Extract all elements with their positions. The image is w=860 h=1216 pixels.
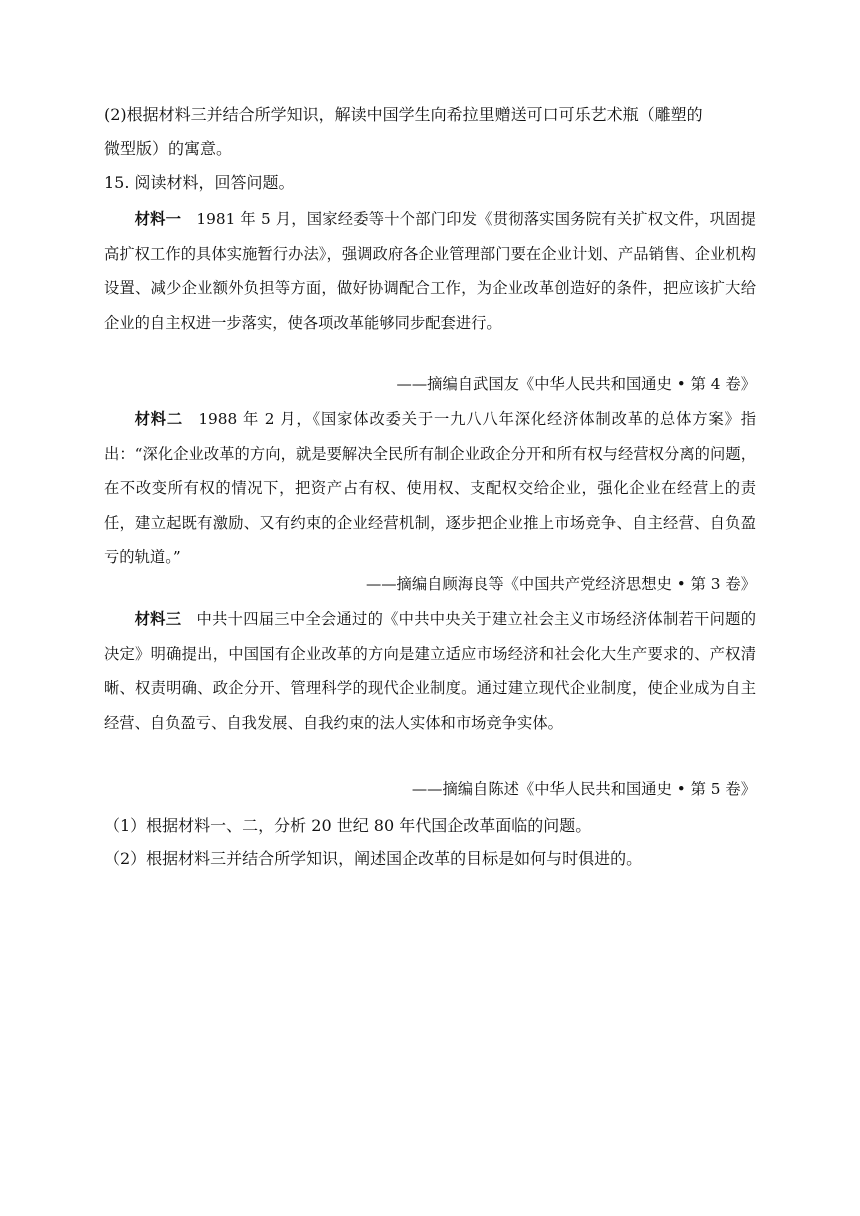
q14-part2-line2: 微型版）的寓意。 (104, 139, 233, 158)
question-2: （2）根据材料三并结合所学知识，阐述国企改革的目标是如何与时俱进的。 (104, 849, 643, 868)
question-1: （1）根据材料一、二，分析 20 世纪 80 年代国企改革面临的问题。 (104, 816, 592, 835)
material-one-source: ——摘编自武国友《中华人民共和国通史 • 第 4 卷》 (396, 375, 756, 393)
material-one-text: 1981 年 5 月，国家经委等十个部门印发《贯彻落实国务院有关扩权文件，巩固提高扩权工作的具体实施暂行办法》，强调政府各企业管理部门要在企业计划、产品销售、企业机构设置、减少企业额外负担等方面，做好协调配合工作，为企业改革创造好的条件，把应该扩大给企业的自主权进一步落实，使各项改革能够同步配套进行。 (104, 210, 756, 332)
q15-title: 15. 阅读材料，回答问题。 (104, 173, 295, 192)
material-three-text: 中共十四届三中全会通过的《中共中央关于建立社会主义市场经济体制若干问题的决定》明确提出，中国国有企业改革的方向是建立适应市场经济和社会化大生产要求的、产权清晰、权责明确、政企分开、管理科学的现代企业制度。通过建立现代企业制度，使企业成为自主经营、自负盈亏、自我发展、自我约束的法人实体和市场竞争实体。 (104, 610, 756, 732)
material-one-label: 材料一 (134, 210, 182, 228)
material-two-source: ——摘编自顾海良等《中国共产党经济思想史 • 第 3 卷》 (365, 575, 756, 593)
material-two-label: 材料二 (134, 410, 184, 428)
material-three-paragraph (104, 602, 756, 740)
material-one (104, 202, 756, 340)
material-two-text: 1988 年 2 月，《国家体改委关于一九八八年深化经济体制改革的总体方案》指出：“深化企业改革的方向，就是要解决全民所有制企业政企分开和所有权与经营权分离的问题，在不改变所有权的情况下，把资产占有权、使用权、支配权交给企业，强化企业在经营上的责任，建立起既有激励、又有约束的企业经营机制，逐步把企业推上市场竞争、自主经营、自负盈亏的轨道。” (104, 410, 756, 566)
material-three-label: 材料三 (134, 610, 182, 628)
material-three (104, 602, 756, 740)
material-two (104, 402, 756, 575)
q14-part2-line1: (2)根据材料三并结合所学知识，解读中国学生向希拉里赠送可口可乐艺术瓶（雕塑的 (104, 105, 703, 124)
material-two-paragraph (104, 402, 756, 575)
material-one-paragraph (104, 202, 756, 340)
material-three-source: ——摘编自陈述《中华人民共和国通史 • 第 5 卷》 (411, 780, 756, 798)
